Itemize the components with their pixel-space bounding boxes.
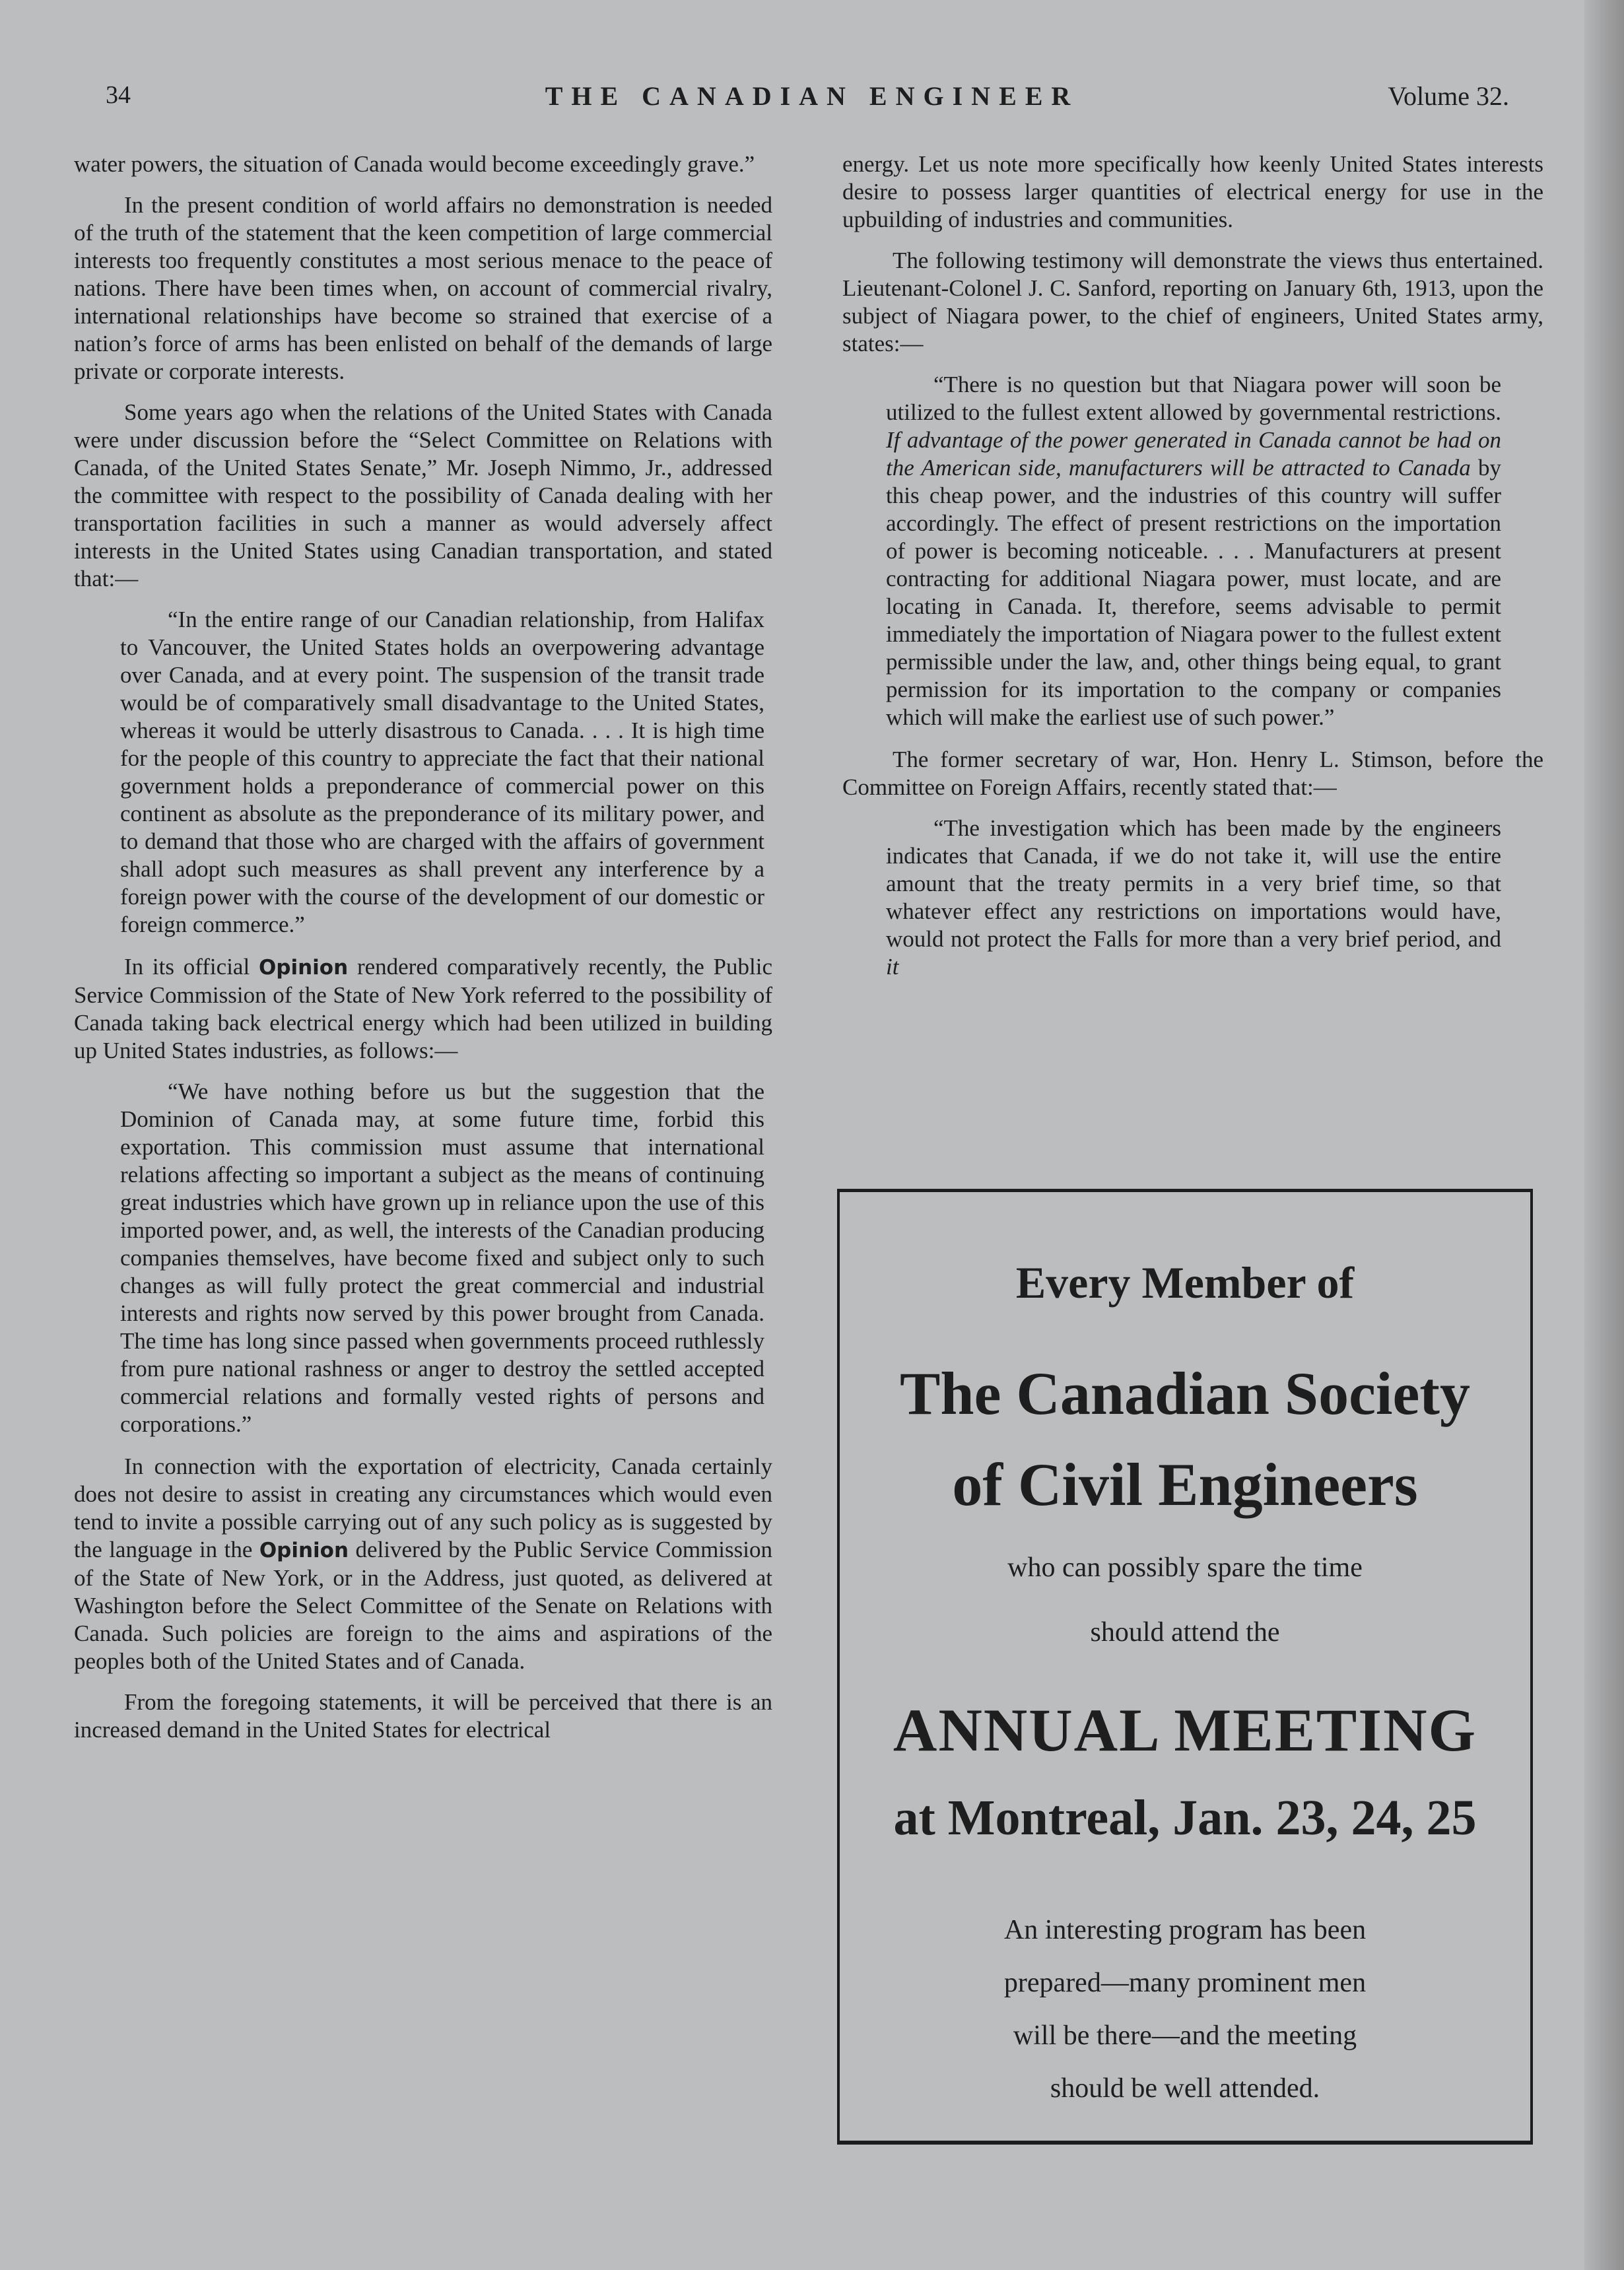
ad-description-line: should be well attended.	[1050, 2073, 1320, 2104]
paragraph: water powers, the situation of Canada would become exceedingly grave.”	[74, 151, 755, 177]
block-quote	[842, 815, 1543, 981]
page-number: 34	[106, 81, 131, 109]
ad-description-line: An interesting program has been	[1003, 1915, 1367, 1945]
right-column	[842, 150, 1543, 995]
text-run: In its official	[124, 954, 250, 980]
paragraph	[74, 953, 772, 1065]
ad-text: should attend the	[1090, 1617, 1280, 1648]
paragraph	[74, 1453, 772, 1675]
page-header	[0, 81, 1624, 120]
paragraph: In the present condition of world affairs no demonstration is needed of the truth of the statement that the keen competition of large commercial interests too frequently constitutes a most serious menace to the peace of nations. There have been times when, on account of commercial rivalry, international relationships have become so strained that exercise of a nation’s force of arms has been enlisted on behalf of the demands of large private or corporate interests.	[74, 192, 772, 384]
italic-text: If advantage of the power generated in Canada cannot be had on the American side, manufacturers will be attracted to Canada	[886, 427, 1501, 481]
block-quote: “In the entire range of our Canadian relationship, from Halifax to Vancouver, the United States holds an overpowering advantage over Canada, and at every point. The suspension of the transit trade would be of comparatively small disadvantage to the United States, whereas it would be utterly disastrous to Canada. . . . It is high time for the people of this country to appreciate the fact that their national government holds a preponderance of commercial power on this continent as absolute as the preponderance of its military power, and to demand that those who are charged with the affairs of government shall adopt such measures as shall prevent any interference by a foreign power with the course of the development of our domestic or foreign commerce.”	[120, 607, 764, 937]
text-run: delivered by the Public Service Commission of the State of New York, or in the Address, just quoted, as delivered at Washington before the Select Committee of the Senate on Relations with Canada. Such policies are foreign to the aims and aspirations of the peoples both of the United States and of Canada.	[74, 1537, 772, 1674]
ad-society-name-2: of Civil Engineers	[952, 1451, 1418, 1518]
paragraph: Some years ago when the relations of the United States with Canada were under discussion before the “Select Committee on Relations with Canada, of the United States Senate,” Mr. Joseph Nimmo, Jr., addressed the committee with respect to the possibility of Canada dealing with her transportation facilities in such a manner as would adversely affect interests in the United States using Canadian transportation, and stated that:—	[74, 399, 772, 591]
ad-society-name: The Canadian Society	[900, 1360, 1470, 1427]
paragraph: The following testimony will demonstrate the views thus entertained. Lieutenant-Colonel J. C. Sanford, reporting on January 6th, 1913, upon the subject of Niagara power, to the chief of engineers, United States army, states:—	[842, 248, 1543, 356]
paragraph: energy. Let us note more specifically how keenly United States interests desire to possess larger quantities of electrical energy for use in the upbuilding of industries and communities.	[842, 151, 1543, 232]
annual-meeting-advertisement	[837, 1189, 1533, 2145]
paragraph: From the foregoing statements, it will be perceived that there is an increased demand in the United States for electrical	[74, 1689, 772, 1743]
volume-label: Volume 32.	[1388, 81, 1509, 111]
opinion-bold: Opinion	[258, 956, 349, 980]
italic-text: it	[886, 954, 899, 980]
opinion-bold: Opinion	[259, 1539, 349, 1562]
ad-description-line: will be there—and the meeting	[1013, 2020, 1357, 2051]
ad-heading: Every Member of	[1015, 1257, 1355, 1308]
ad-meeting-date: at Montreal, Jan. 23, 24, 25	[893, 1790, 1477, 1846]
journal-title: THE CANADIAN ENGINEER	[545, 81, 1079, 111]
text-run: In connection with the exportation of electricity, Canada certainly does not desire to assist in creating any circumstances which would even tend to invite a possible carrying out of any such policy as is suggested by the language in the	[74, 1453, 772, 1562]
page-edge-shadow	[1584, 0, 1624, 2270]
ad-meeting-title: ANNUAL MEETING	[893, 1696, 1477, 1764]
text-run: rendered comparatively recently, the Public Service Commission of the State of New York referred to the possibility of Canada taking back electrical energy which had been utilized in building up United States industries, as follows:—	[74, 954, 772, 1063]
ad-description	[840, 1904, 1530, 2115]
text-run: by this cheap power, and the industries of this country will suffer accordingly. The effect of present restrictions on the importation of power is becoming noticeable. . . . Manufacturers at present contracting for additional Niagara power, must locate, and are locating in Canada. It, therefore, seems advisable to permit immediately the importation of Niagara power to the fullest extent permissible under the law, and, other things being equal, to grant permission for its importation to the company or companies which will make the earliest use of such power.”	[886, 455, 1501, 730]
block-quote	[842, 371, 1543, 731]
block-quote: “We have nothing before us but the suggestion that the Dominion of Canada may, at some future time, forbid this exportation. This commission must assume that international relations affecting so important a subject as the means of continuing great industries which have grown up in reliance upon the use of this imported power, and, as well, the interests of the Canadian producing companies themselves, have become fixed and subject only to such changes as will fully protect the great commercial and industrial interests and rights now served by this power brought from Canada. The time has long since passed when governments proceed ruthlessly from pure national rashness or anger to destroy the settled accepted commercial relations and formally vested rights of persons and corporations.”	[120, 1079, 764, 1437]
paragraph: The former secretary of war, Hon. Henry L. Stimson, before the Committee on Foreign Affairs, recently stated that:—	[842, 747, 1543, 800]
left-column	[74, 150, 772, 1757]
ad-text: who can possibly spare the time	[1007, 1552, 1363, 1583]
ad-description-line: prepared—many prominent men	[1003, 1968, 1367, 1998]
text-run: “There is no question but that Niagara power will soon be utilized to the fullest extent allowed by governmental restrictions.	[886, 372, 1501, 425]
text-run: “The investigation which has been made by the engineers indicates that Canada, if we do not take it, will use the entire amount that the treaty permits in a very brief time, so that whatever effect any restrictions on importations would have, would not protect the Falls for more than a very brief period, and	[886, 815, 1501, 952]
